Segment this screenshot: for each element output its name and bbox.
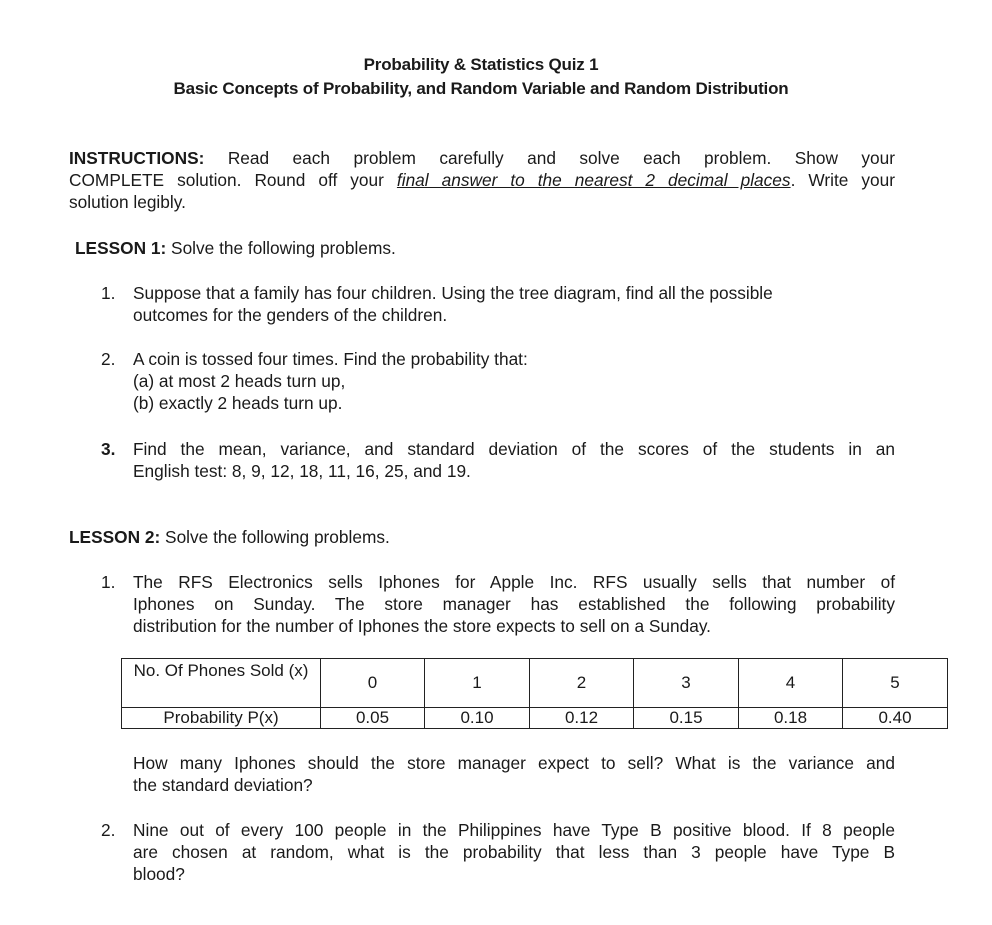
lesson1-problem3-number: 3.	[101, 439, 116, 459]
lesson1-problem3: Find the mean, variance, and standard deviation of the scores of the students in an English test: 8, 9, 12, 18, 11, 16, 25, and 19.	[133, 439, 895, 481]
probability-cell: 0.10	[425, 708, 530, 729]
row-header-x: No. Of Phones Sold (x)	[122, 659, 321, 708]
quiz-subtitle: Basic Concepts of Probability, and Random Variable and Random Distribution	[173, 79, 789, 98]
table-row-probability	[122, 708, 948, 729]
x-value-cell: 2	[530, 659, 634, 708]
x-value-cell: 5	[843, 659, 948, 708]
lesson1-problem1: Suppose that a family has four children. Using the tree diagram, find all the possible outcomes for the genders of the children.	[133, 283, 773, 325]
lesson1-problem2-number: 2.	[101, 349, 116, 369]
lesson2-problem1-question: How many Iphones should the store manager expect to sell? What is the variance and the standard deviation?	[133, 753, 895, 795]
lesson1-problem2: A coin is tossed four times. Find the probability that: (a) at most 2 heads turn up, (b) exactly 2 heads turn up.	[133, 349, 528, 413]
table-row-x	[122, 659, 948, 708]
lesson2-problem2: Nine out of every 100 people in the Philippines have Type B positive blood. If 8 people are chosen at random, what is the probability that less than 3 people have Type B blood?	[133, 820, 895, 884]
x-value-cell: 4	[739, 659, 843, 708]
row-header-probability: Probability P(x)	[122, 708, 321, 729]
lesson2-problem1-number: 1.	[101, 572, 116, 592]
instructions-paragraph	[69, 147, 895, 213]
probability-cell: 0.05	[321, 708, 425, 729]
x-value-cell: 1	[425, 659, 530, 708]
quiz-title: Probability & Statistics Quiz 1	[363, 55, 599, 74]
probability-cell: 0.12	[530, 708, 634, 729]
x-value-cell: 3	[634, 659, 739, 708]
probability-cell: 0.15	[634, 708, 739, 729]
instructions-line-3: solution legibly.	[69, 192, 186, 212]
probability-cell: 0.18	[739, 708, 843, 729]
lesson2-problem2-number: 2.	[101, 820, 116, 840]
lesson1-problem1-number: 1.	[101, 283, 116, 303]
lesson2-problem1: The RFS Electronics sells Iphones for Apple Inc. RFS usually sells that number of Iphones on Sunday. The store manager has established the following probability distribution for the number of Iphones the store expects to sell on a Sunday.	[133, 572, 895, 636]
rounding-emphasis: final answer to the nearest 2 decimal places	[396, 170, 791, 190]
instructions-line-1: INSTRUCTIONS: Read each problem carefully and solve each problem. Show your	[69, 148, 895, 168]
probability-distribution-table	[121, 658, 948, 729]
probability-cell: 0.40	[843, 708, 948, 729]
lesson2-heading: LESSON 2: Solve the following problems.	[69, 527, 390, 547]
instructions-label: INSTRUCTIONS:	[69, 148, 205, 168]
lesson1-heading: LESSON 1: Solve the following problems.	[75, 238, 396, 258]
instructions-line-2: COMPLETE solution. Round off your final answer to the nearest 2 decimal places. Write your	[69, 170, 895, 190]
x-value-cell: 0	[321, 659, 425, 708]
